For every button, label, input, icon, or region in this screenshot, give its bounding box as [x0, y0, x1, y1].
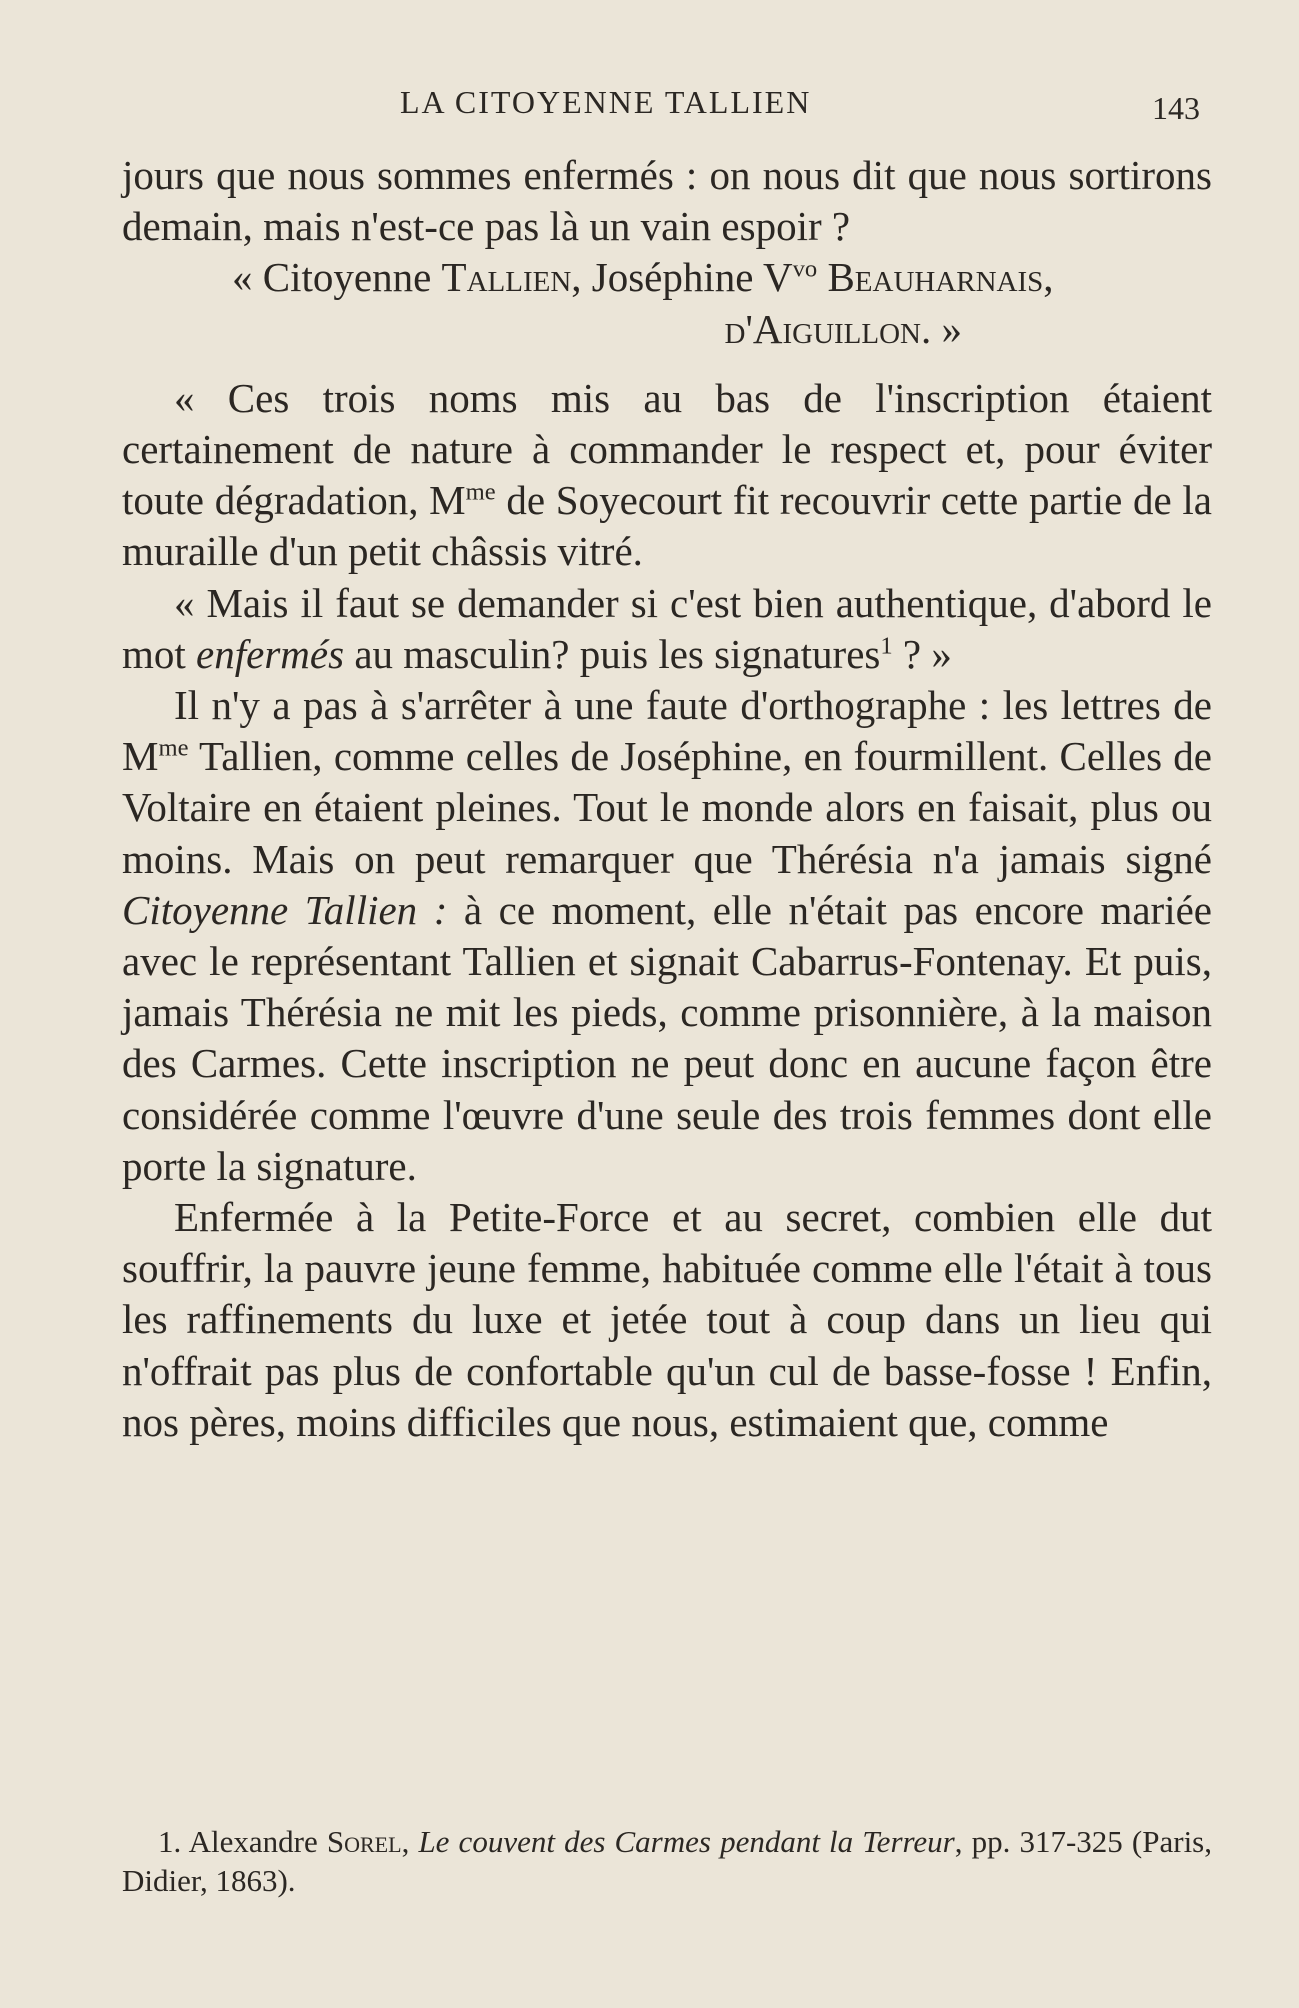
paragraph-1-text: jours que nous sommes enfermés : on nous dit que nous sortirons demain, mais n'est-ce pas là un vain espoir ?	[122, 152, 1212, 250]
signature-comma: ,	[1043, 254, 1054, 301]
footnote-1-text-c: , pp. 317-325 (Paris, Didier, 1863).	[122, 1824, 1212, 1898]
signature-line-2	[122, 304, 1212, 355]
paragraph-4	[122, 680, 1212, 1192]
footnote-author: Sorel	[326, 1824, 402, 1859]
paragraph-4-emphasis: Citoyenne Tallien :	[122, 886, 448, 933]
footnote-1-text-b: ,	[401, 1824, 419, 1859]
paragraph-4-text-b: Tallien, comme celles de Joséphine, en fourmillent. Celles de Voltaire en étaient pleines. Tout le monde alors en faisait, plus ou moins. Mais on peut remarquer que Thérésia n'a jamais signé	[122, 733, 1212, 882]
footnotes	[122, 1822, 1212, 1900]
signature-line-1	[122, 252, 1212, 303]
signature-name-aiguillon: d'Aiguillon	[724, 305, 921, 352]
running-head	[0, 76, 1299, 128]
paragraph-3-text-b: au masculin? puis les signatures	[344, 630, 881, 677]
paragraph-1	[122, 150, 1212, 252]
paragraph-4-superscript: me	[158, 734, 189, 762]
signature-space	[817, 254, 827, 300]
footnote-1	[122, 1822, 1212, 1900]
page-number: 143	[1152, 90, 1200, 126]
footnote-reference: 1	[880, 632, 893, 660]
running-title: LA CITOYENNE TALLIEN	[400, 84, 812, 120]
signature-superscript: vo	[792, 255, 818, 283]
signature-name-beauharnais: Beauharnais	[827, 254, 1044, 301]
footnote-1-text-a: 1. Alexandre	[158, 1824, 327, 1859]
paragraph-3-text-c: ? »	[892, 630, 952, 677]
paragraph-2	[122, 373, 1212, 578]
paragraph-5-text: Enfermée à la Petite-Force et au secret, combien elle dut souffrir, la pauvre jeune femme, habituée comme elle l'était à tous les raffinements du luxe et jetée tout à coup dans un lieu qui n'offrait pas plus de confortable qu'un cul de basse-fosse ! Enfin, nos pères, moins difficiles que nous, estimaient que, comme	[122, 1194, 1212, 1445]
paragraph-5	[122, 1192, 1212, 1448]
paragraph-3	[122, 578, 1212, 680]
paragraph-2-text-a: « Ces trois noms mis au bas de l'inscription étaient certainement de nature à commander le respect et, pour éviter toute dégradation, M	[122, 374, 1212, 524]
paragraph-2-text-b: de Soyecourt fit recouvrir cette partie de la muraille d'un petit châssis vitré.	[122, 477, 1212, 575]
paragraph-2-superscript: me	[465, 478, 496, 506]
footnote-title: Le couvent des Carmes pendant la Terreur	[418, 1824, 955, 1859]
signature-name-tallien: Tallien	[441, 254, 572, 301]
paragraph-3-emphasis: enfermés	[196, 630, 345, 677]
signature-mid: , Joséphine V	[571, 254, 793, 301]
paragraph-4-text-c: à ce moment, elle n'était pas encore mariée avec le représentant Tallien et signait Cabarrus-Fontenay. Et puis, jamais Thérésia ne mit les pieds, comme prisonnière, à la maison des Carmes. Cette inscription ne peut donc en aucune façon être considérée comme l'œuvre d'une seule des trois femmes dont elle porte la signature.	[122, 886, 1212, 1189]
paragraph-3-text-a: « Mais il faut se demander si c'est bien authentique, d'abord le mot	[122, 579, 1212, 677]
paragraph-4-text-a: Il n'y a pas à s'arrêter à une faute d'orthographe : les lettres de M	[122, 682, 1212, 780]
signature-close: . »	[921, 305, 962, 352]
body-text	[122, 150, 1212, 1448]
signature-open: « Citoyenne	[232, 254, 442, 301]
